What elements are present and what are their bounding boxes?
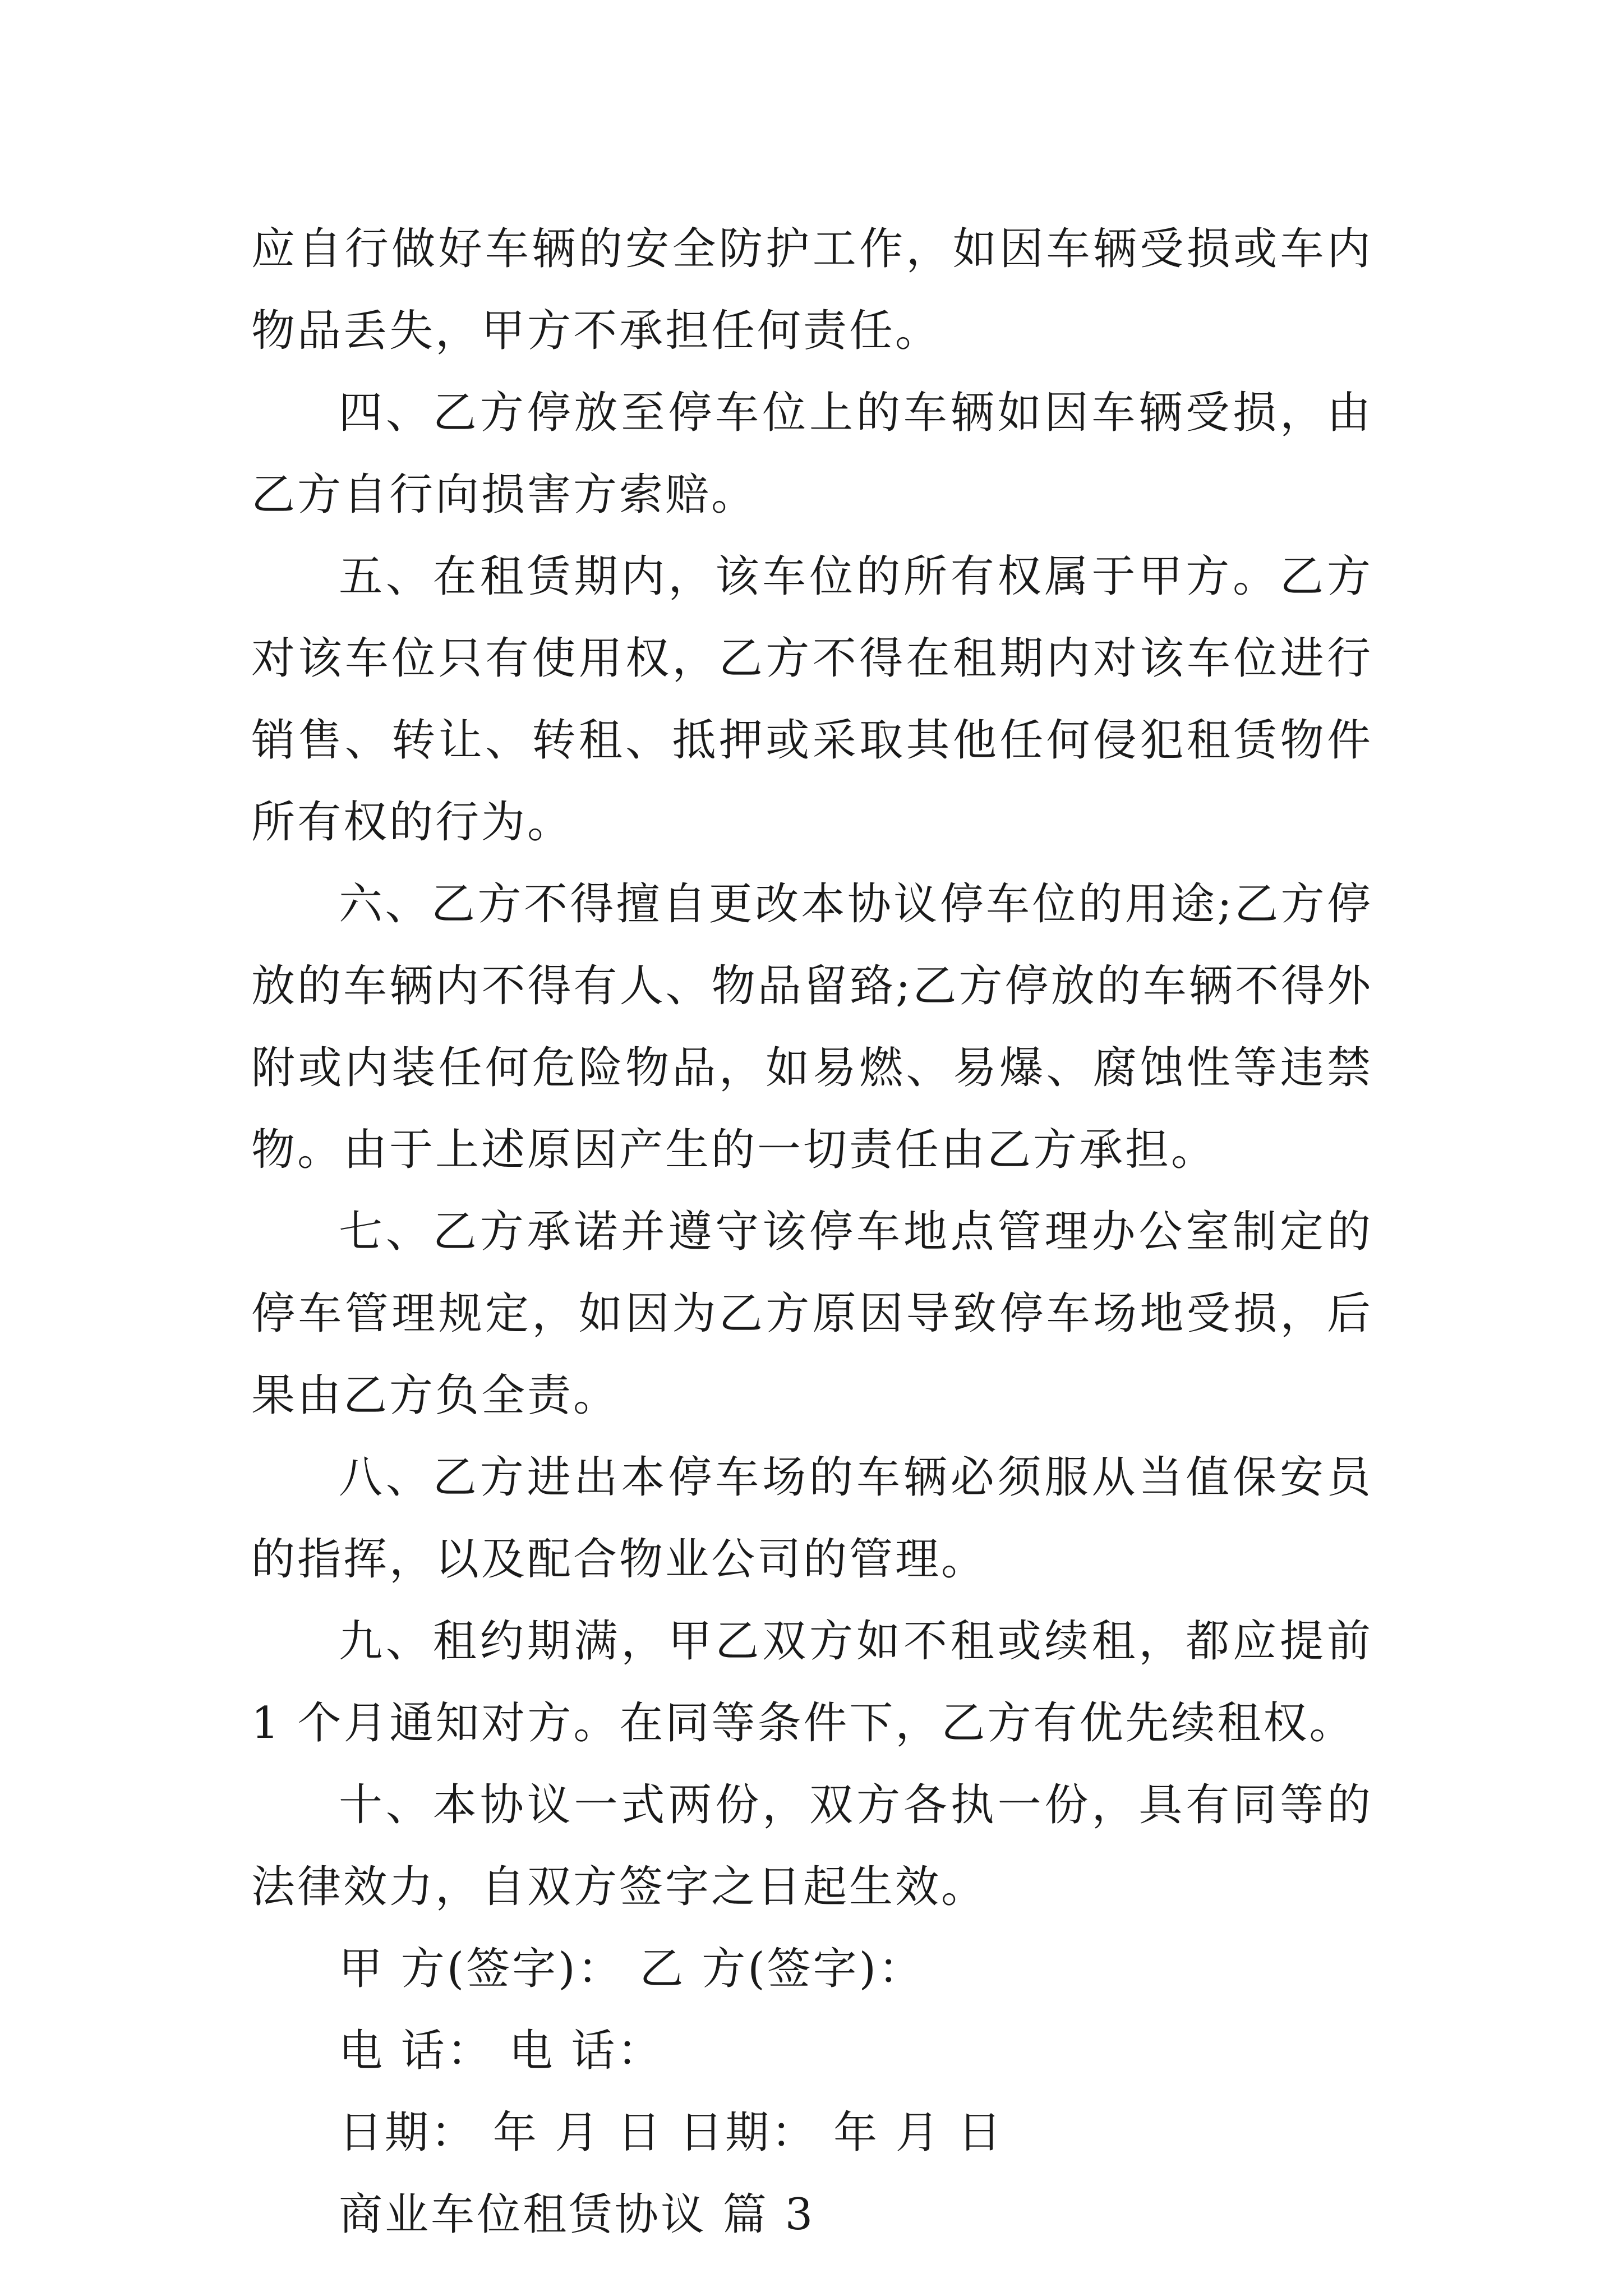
- document-body: [251, 208, 1373, 2256]
- section-heading: 商业车位租赁协议 篇 3: [339, 2189, 815, 2240]
- clause-4: 四、乙方停放至停车位上的车辆如因车辆受损，由乙方自行向损害方索赔。: [251, 388, 1373, 520]
- paragraph-continuation: 应自行做好车辆的安全防护工作，如因车辆受损或车内物品丢失，甲方不承担任何责任。: [251, 224, 1373, 356]
- phone-line: 电 话： 电 话：: [339, 2026, 663, 2076]
- date-line: 日期： 年 月 日 日期： 年 月 日: [339, 2108, 1004, 2158]
- signature-line: 甲 方(签字)： 乙 方(签字)：: [339, 1944, 925, 1994]
- clause-6: 六、乙方不得擅自更改本协议停车位的用途;乙方停放的车辆内不得有人、物品留臵;乙方停放的车辆不得外附或内装任何危险物品，如易燃、易爆、腐蚀性等违禁物。由于上述原因产生的一切责任由乙方承担。: [251, 879, 1373, 1175]
- clause-7: 七、乙方承诺并遵守该停车地点管理办公室制定的停车管理规定，如因为乙方原因导致停车场地受损，后果由乙方负全责。: [251, 1207, 1373, 1421]
- clause-10: 十、本协议一式两份，双方各执一份，具有同等的法律效力，自双方签字之日起生效。: [251, 1780, 1373, 1912]
- clause-9: 九、租约期满，甲乙双方如不租或续租，都应提前 1 个月通知对方。在同等条件下，乙方有优先续租权。: [251, 1616, 1373, 1749]
- clause-5: 五、在租赁期内，该车位的所有权属于甲方。乙方对该车位只有使用权，乙方不得在租期内对该车位进行销售、转让、转租、抵押或采取其他任何侵犯租赁物件所有权的行为。: [251, 551, 1373, 848]
- clause-8: 八、乙方进出本停车场的车辆必须服从当值保安员的指挥，以及配合物业公司的管理。: [251, 1452, 1373, 1585]
